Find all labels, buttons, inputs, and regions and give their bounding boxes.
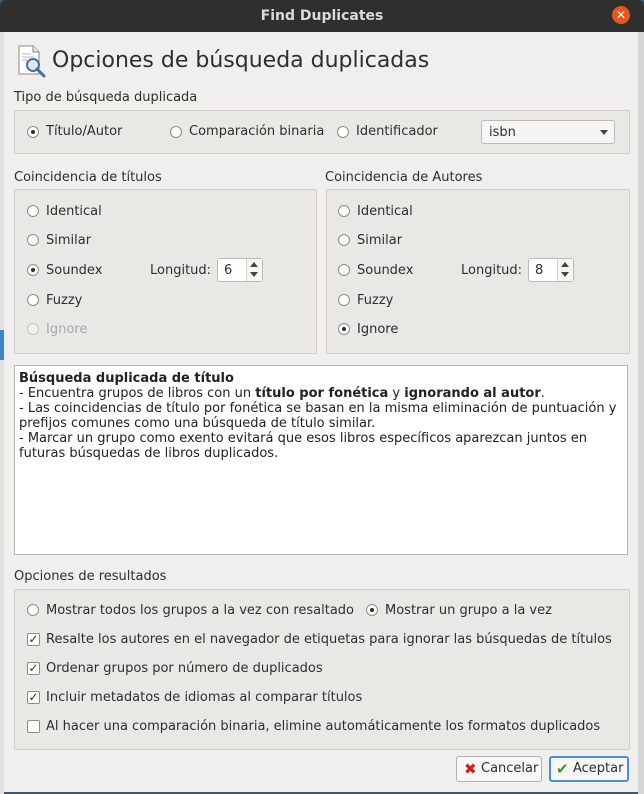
remove-duplicate-formats-label[interactable]: Al hacer una comparación binaria, elimine automáticamente los formatos duplicados bbox=[46, 719, 601, 734]
sort-groups-label[interactable]: Ordenar grupos por número de duplicados bbox=[46, 661, 323, 676]
radio-identifier-label[interactable]: Identificador bbox=[356, 124, 438, 139]
description-heading: Búsqueda duplicada de título bbox=[19, 371, 234, 386]
radio-title-author-label[interactable]: Título/Autor bbox=[46, 124, 123, 139]
author-match-label: Coincidencia de Autores bbox=[325, 170, 483, 185]
description-line1: - Encuentra grupos de libros con un título por fonética y ignorando al autor. bbox=[19, 386, 545, 401]
radio-binary-compare-label[interactable]: Comparación binaria bbox=[189, 124, 325, 139]
author-radio-identical[interactable] bbox=[338, 205, 350, 217]
title-soundex-label[interactable]: Soundex bbox=[46, 263, 103, 278]
check-remove-duplicate-formats[interactable] bbox=[27, 720, 40, 733]
window-title: Find Duplicates bbox=[260, 8, 384, 24]
author-soundex-label[interactable]: Soundex bbox=[357, 263, 414, 278]
radio-binary-compare[interactable] bbox=[170, 126, 182, 138]
title-length-label: Longitud: bbox=[150, 263, 212, 278]
checkmark-icon: ✔ bbox=[556, 760, 569, 778]
author-length-label: Longitud: bbox=[461, 263, 523, 278]
show-one-group-label[interactable]: Mostrar un grupo a la vez bbox=[385, 603, 552, 618]
title-length-value: 6 bbox=[224, 263, 233, 278]
check-highlight-authors[interactable]: ✓ bbox=[28, 632, 39, 646]
spin-down-icon[interactable] bbox=[250, 272, 258, 277]
include-languages-label[interactable]: Incluir metadatos de idiomas al comparar títulos bbox=[46, 690, 363, 705]
description-line2: - Las coincidencias de título por fonética se basan en la misma eliminación de puntuación y prefijos comunes como una búsqueda de título similar. bbox=[19, 401, 617, 431]
radio-show-one-group[interactable] bbox=[366, 604, 378, 616]
author-similar-label[interactable]: Similar bbox=[357, 233, 403, 248]
title-radio-similar[interactable] bbox=[27, 234, 39, 246]
identifier-value: isbn bbox=[489, 125, 516, 140]
cancel-x-icon: ✖ bbox=[464, 760, 477, 778]
page-title: Opciones de búsqueda duplicadas bbox=[52, 48, 430, 73]
author-radio-soundex[interactable] bbox=[338, 264, 350, 276]
close-button[interactable]: ✕ bbox=[612, 6, 630, 24]
title-identical-label[interactable]: Identical bbox=[46, 204, 102, 219]
title-bar bbox=[0, 0, 644, 32]
document-search-icon bbox=[14, 44, 48, 78]
title-radio-soundex[interactable] bbox=[27, 264, 39, 276]
author-length-value: 8 bbox=[535, 263, 544, 278]
author-length-spinner[interactable] bbox=[528, 258, 574, 282]
title-match-label: Coincidencia de títulos bbox=[14, 170, 162, 185]
author-radio-ignore[interactable] bbox=[338, 323, 350, 335]
accept-button-label: Aceptar bbox=[573, 761, 624, 776]
description-line3: - Marcar un grupo como exento evitará que esos libros específicos aparezcan juntos en futuras búsquedas de libros duplicados. bbox=[19, 431, 588, 461]
spin-up-icon[interactable] bbox=[250, 262, 258, 267]
title-fuzzy-label[interactable]: Fuzzy bbox=[46, 293, 83, 308]
chevron-down-icon bbox=[600, 130, 608, 135]
check-include-languages[interactable]: ✓ bbox=[28, 690, 39, 704]
description-box bbox=[14, 365, 628, 555]
show-all-groups-label[interactable]: Mostrar todos los grupos a la vez con resaltado bbox=[46, 603, 355, 618]
highlight-authors-label[interactable]: Resalte los autores en el navegador de etiquetas para ignorar las búsquedas de títulos bbox=[46, 632, 612, 647]
title-radio-identical[interactable] bbox=[27, 205, 39, 217]
author-radio-similar[interactable] bbox=[338, 234, 350, 246]
title-radio-ignore bbox=[27, 323, 39, 335]
background-window-right bbox=[638, 28, 644, 794]
cancel-button[interactable] bbox=[456, 756, 542, 782]
accept-button[interactable] bbox=[549, 756, 629, 782]
find-duplicates-dialog bbox=[4, 32, 638, 792]
title-similar-label[interactable]: Similar bbox=[46, 233, 92, 248]
radio-title-author[interactable] bbox=[27, 126, 39, 138]
author-fuzzy-label[interactable]: Fuzzy bbox=[357, 293, 394, 308]
author-ignore-label[interactable]: Ignore bbox=[357, 322, 399, 337]
title-ignore-label: Ignore bbox=[46, 322, 88, 337]
spin-up-icon[interactable] bbox=[561, 262, 569, 267]
identifier-dropdown[interactable] bbox=[481, 120, 615, 144]
author-identical-label[interactable]: Identical bbox=[357, 204, 413, 219]
results-options-label: Opciones de resultados bbox=[14, 569, 167, 584]
search-type-label: Tipo de búsqueda duplicada bbox=[14, 90, 198, 105]
radio-show-all-groups[interactable] bbox=[27, 604, 39, 616]
author-radio-fuzzy[interactable] bbox=[338, 294, 350, 306]
cancel-button-label: Cancelar bbox=[481, 761, 539, 776]
check-sort-groups[interactable]: ✓ bbox=[28, 661, 39, 675]
title-radio-fuzzy[interactable] bbox=[27, 294, 39, 306]
spin-down-icon[interactable] bbox=[561, 272, 569, 277]
title-length-spinner[interactable] bbox=[217, 258, 263, 282]
radio-identifier[interactable] bbox=[337, 126, 349, 138]
